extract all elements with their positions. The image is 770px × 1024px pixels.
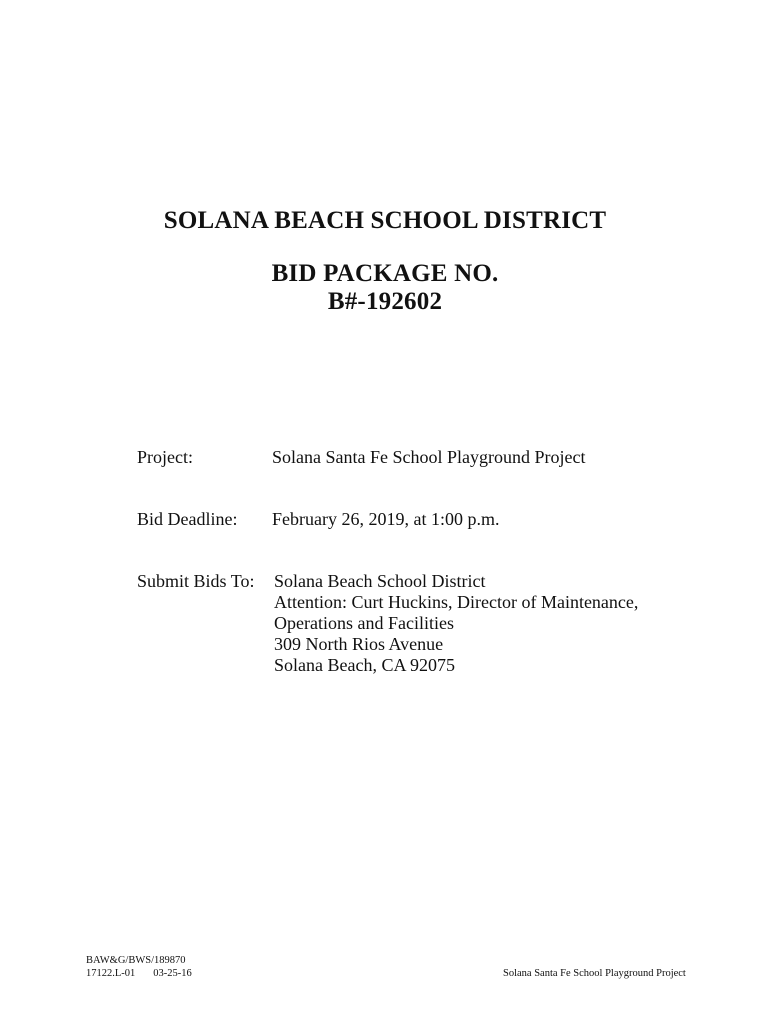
project-label: Project: [137, 447, 193, 467]
footer-ref-date: 03-25-16 [153, 968, 192, 979]
submit-bids-label: Submit Bids To: [137, 571, 255, 591]
footer-ref-line1: BAW&G/BWS/189870 [86, 955, 186, 966]
bid-deadline-label: Bid Deadline: [137, 509, 238, 529]
bid-deadline-value: February 26, 2019, at 1:00 p.m. [272, 509, 500, 529]
project-value: Solana Santa Fe School Playground Project [272, 447, 586, 467]
address-line-attention: Attention: Curt Huckins, Director of Maintenance, [274, 592, 639, 612]
district-title: SOLANA BEACH SCHOOL DISTRICT [163, 207, 607, 234]
bid-package-label: BID PACKAGE NO. [271, 260, 499, 287]
address-line-department: Operations and Facilities [274, 613, 454, 633]
address-line-street: 309 North Rios Avenue [274, 634, 444, 654]
footer-ref-line2 [86, 967, 192, 980]
address-line-organization: Solana Beach School District [274, 571, 486, 591]
footer-reference [86, 954, 192, 980]
bid-package-number: B#-192602 [327, 288, 443, 315]
footer-project-name: Solana Santa Fe School Playground Project [503, 968, 686, 979]
submit-address-block [274, 571, 638, 676]
address-line-city: Solana Beach, CA 92075 [274, 655, 455, 675]
footer-ref-code: 17122.L-01 [86, 968, 136, 979]
